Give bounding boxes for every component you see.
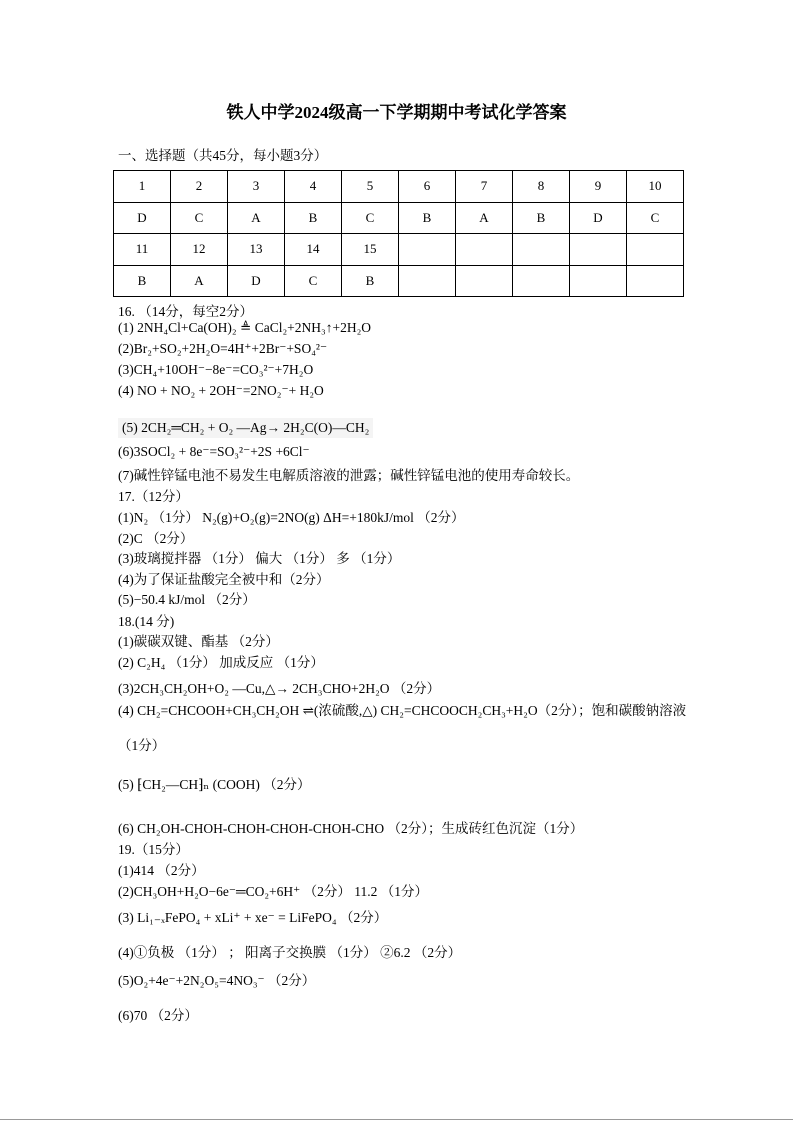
- table-cell: [627, 234, 684, 266]
- document-title: 铁人中学2024级高一下学期期中考试化学答案: [226, 103, 567, 122]
- table-cell: C: [171, 202, 228, 234]
- table-cell: D: [228, 265, 285, 297]
- table-cell: [456, 265, 513, 297]
- table-cell: 5: [342, 171, 399, 203]
- answer-line-q19-5: (5)O₂+4e⁻+2N₂O₅=4NO₃⁻ （2分）: [118, 973, 316, 988]
- table-cell: 3: [228, 171, 285, 203]
- table-cell: 6: [399, 171, 456, 203]
- table-cell: 10: [627, 171, 684, 203]
- answer-line-q17-2: (2)C （2分）: [118, 531, 194, 546]
- table-cell: 4: [285, 171, 342, 203]
- section-choice-heading: 一、选择题（共45分，每小题3分）: [118, 148, 328, 163]
- table-cell: D: [114, 202, 171, 234]
- table-cell: 9: [570, 171, 627, 203]
- table-cell: A: [171, 265, 228, 297]
- table-cell: 2: [171, 171, 228, 203]
- table-cell: 12: [171, 234, 228, 266]
- table-row: [114, 265, 684, 297]
- answer-line-q19-4: (4)①负极 （1分） ； 阳离子交换膜 （1分） ②6.2 （2分）: [118, 945, 462, 960]
- table-cell: 15: [342, 234, 399, 266]
- answer-line-q16-5: (5) 2CH₂═CH₂ + O₂ —Ag→ 2H₂C(O)—CH₂: [118, 418, 373, 438]
- answer-line-q17-1: (1)N₂ （1分） N₂(g)+O₂(g)=2NO(g) ΔH=+180kJ/mol （2分）: [118, 510, 465, 525]
- answer-line-q16-1: (1) 2NH₄Cl+Ca(OH)₂ ≜ CaCl₂+2NH₃↑+2H₂O: [118, 320, 372, 335]
- answer-line-q18-3: (3)2CH₃CH₂OH+O₂ —Cu,△→ 2CH₃CHO+2H₂O （2分）: [118, 681, 441, 696]
- answer-line-q19-2: (2)CH₃OH+H₂O−6e⁻═CO₂+6H⁺ （2分） 11.2 （1分）: [118, 884, 429, 899]
- answer-line-q18-2: (2) C₂H₄ （1分） 加成反应 （1分）: [118, 655, 324, 670]
- answer-line-q16-4: (4) NO + NO₂ + 2OH⁻=2NO₂⁻+ H₂O: [118, 383, 324, 398]
- table-cell: A: [228, 202, 285, 234]
- table-cell: [399, 265, 456, 297]
- answer-line-q18-4: (4) CH₂=CHCOOH+CH₃CH₂OH ⇌(浓硫酸,△) CH₂=CHCOOCH₂CH₃+H₂O（2分）；饱和碳酸钠溶液: [118, 703, 687, 718]
- table-cell: 7: [456, 171, 513, 203]
- answer-line-q19-1: (1)414 （2分）: [118, 863, 205, 878]
- table-cell: B: [114, 265, 171, 297]
- answer-line-q18-6: (6) CH₂OH-CHOH-CHOH-CHOH-CHOH-CHO （2分）；生成砖红色沉淀（1分）: [118, 821, 584, 836]
- table-cell: 13: [228, 234, 285, 266]
- answer-line-q16-heading: 16. （14分，每空2分）: [118, 304, 253, 319]
- table-cell: [456, 234, 513, 266]
- table-cell: B: [513, 202, 570, 234]
- answer-line-q19-3: (3) Li₁₋ₓFePO₄ + xLi⁺ + xe⁻ = LiFePO₄ （2分）: [118, 910, 388, 925]
- table-cell: A: [456, 202, 513, 234]
- answer-line-q17-4: (4)为了保证盐酸完全被中和（2分）: [118, 572, 330, 587]
- table-cell: [570, 234, 627, 266]
- table-cell: C: [342, 202, 399, 234]
- table-cell: B: [285, 202, 342, 234]
- answer-line-q17-3: (3)玻璃搅拌器 （1分） 偏大 （1分） 多 （1分）: [118, 551, 401, 566]
- answer-line-q16-3: (3)CH₄+10OH⁻−8e⁻=CO₃²⁻+7H₂O: [118, 362, 314, 377]
- table-cell: 1: [114, 171, 171, 203]
- table-cell: [513, 234, 570, 266]
- answer-line-q19-heading: 19.（15分）: [118, 842, 189, 857]
- table-row: [114, 171, 684, 203]
- answer-line-q18-heading: 18.(14 分): [118, 614, 175, 629]
- table-cell: 11: [114, 234, 171, 266]
- table-cell: [399, 234, 456, 266]
- table-cell: C: [627, 202, 684, 234]
- answer-line-q16-2: (2)Br₂+SO₂+2H₂O=4H⁺+2Br⁻+SO₄²⁻: [118, 341, 328, 356]
- answer-line-q18-1: (1)碳碳双键、酯基 （2分）: [118, 634, 279, 649]
- answer-line-q17-heading: 17.（12分）: [118, 489, 189, 504]
- table-row: [114, 202, 684, 234]
- answer-line-q16-7: (7)碱性锌锰电池不易发生电解质溶液的泄露；碱性锌锰电池的使用寿命较长。: [118, 468, 580, 483]
- answer-line-q18-5: (5) ⁅CH₂—CH⁆ₙ (COOH) （2分）: [118, 777, 311, 792]
- table-row: [114, 234, 684, 266]
- answer-line-q16-6: (6)3SOCl₂ + 8e⁻=SO₃²⁻+2S +6Cl⁻: [118, 444, 310, 459]
- choice-answer-table: [113, 170, 684, 297]
- table-cell: [570, 265, 627, 297]
- table-cell: 14: [285, 234, 342, 266]
- table-cell: B: [342, 265, 399, 297]
- table-cell: 8: [513, 171, 570, 203]
- page-bottom-divider: [0, 1119, 793, 1120]
- table-cell: [627, 265, 684, 297]
- table-cell: [513, 265, 570, 297]
- answer-line-q19-6: (6)70 （2分）: [118, 1008, 198, 1023]
- table-cell: B: [399, 202, 456, 234]
- answer-line-q18-4-cont: （1分）: [118, 738, 166, 753]
- table-cell: D: [570, 202, 627, 234]
- answer-line-q17-5: (5)−50.4 kJ/mol （2分）: [118, 592, 256, 607]
- table-cell: C: [285, 265, 342, 297]
